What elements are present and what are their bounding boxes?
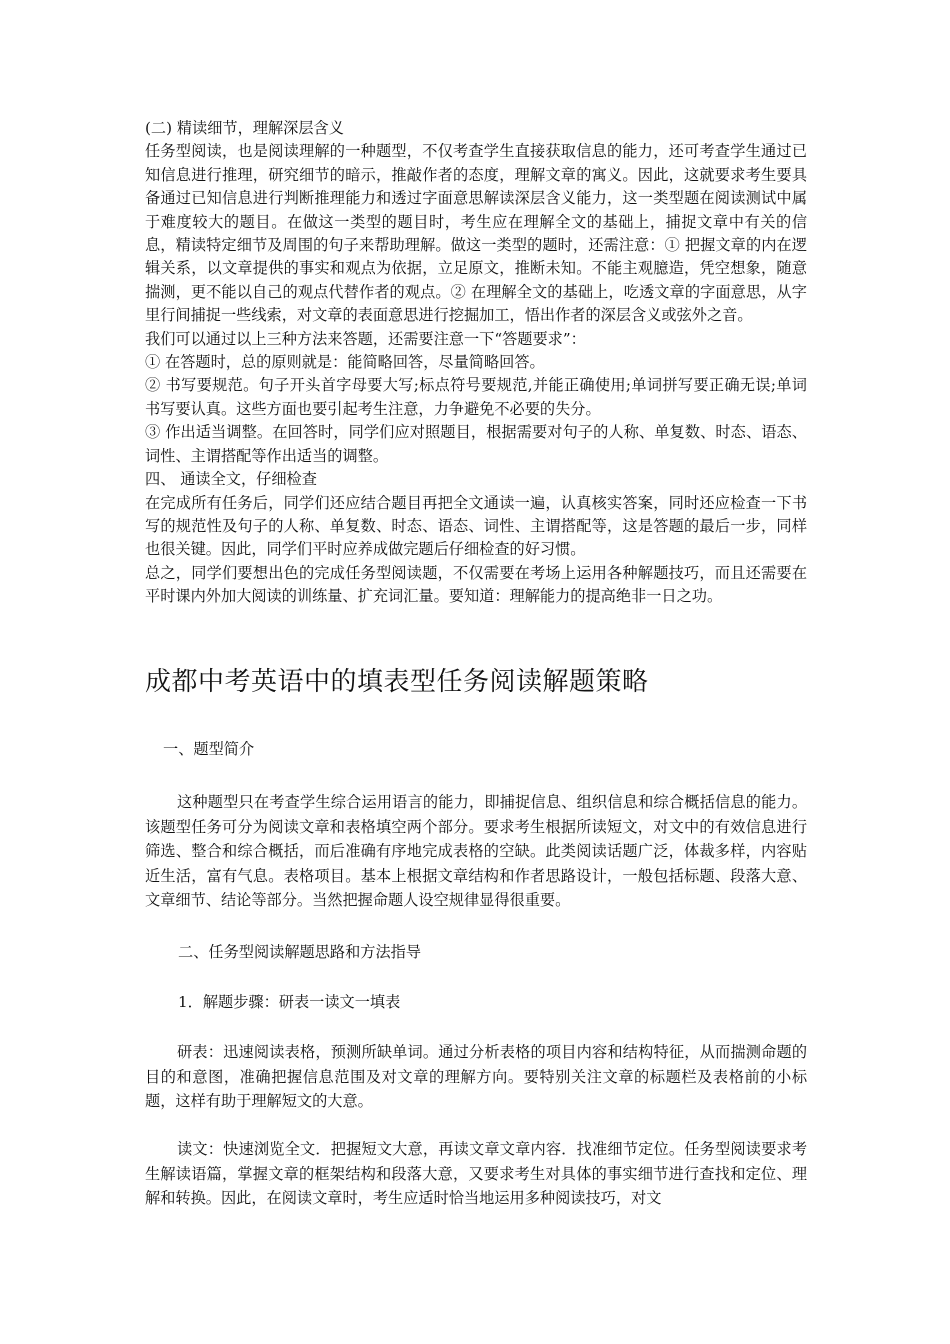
sub-heading: (二) 精读细节，理解深层含义: [145, 119, 344, 137]
requirement-item: ① 在答题时，总的原则就是：能简略回答，尽量简略回答。: [145, 353, 545, 372]
paragraph: 总之，同学们要想出色的完成任务型阅读题，不仅需要在考场上运用各种解题技巧，而且还需要在平时课内外加大阅读的训练量、扩充词汇量。要知道：理解能力的提高绝非一日之功。: [145, 563, 807, 606]
paragraph: 读文：快速浏览全文．把握短文大意，再读文章文章内容．找准细节定位。任务型阅读要求考生解读语篇，掌握文章的框架结构和段落大意，又要求考生对具体的事实细节进行查找和定位、理解和转换。因此，在阅读文章时，考生应适时恰当地运用多种阅读技巧，对文: [145, 1140, 807, 1208]
section-heading: 二、任务型阅读解题思路和方法指导: [178, 943, 421, 961]
paragraph: 任务型阅读，也是阅读理解的一种题型，不仅考查学生直接获取信息的能力，还可考查学生通过已知信息进行推理，研究细节的暗示，推敲作者的态度，理解文章的寓义。因此，这就要求考生要具备通过已知信息进行判断推理能力和透过字面意思解读深层含义能力，这一类型题在阅读测试中属于难度较大的题目。在做这一类型的题目时，考生应在理解全文的基础上，捕捉文章中有关的信息，精读特定细节及周围的句子来帮助理解。做这一类型的题时，还需注意：① 把握文章的内在逻辑关系，以文章提供的事实和观点为依据，立足原文，推断未知。不能主观臆造，凭空想象，随意揣测，更不能以自己的观点代替作者的观点。② 在理解全文的基础上，吃透文章的字面意思，从字里行间捕捉一些线索，对文章的表面意思进行挖掘加工，悟出作者的深层含义或弦外之音。: [145, 142, 807, 325]
paragraph: 研表：迅速阅读表格，预测所缺单词。通过分析表格的项目内容和结构特征，从而揣测命题的目的和意图，准确把握信息范围及对文章的理解方向。要特别关注文章的标题栏及表格前的小标题，这样有助于理解短文的大意。: [145, 1043, 807, 1111]
section-heading: 一、题型简介: [163, 740, 255, 758]
requirement-item: ② 书写要规范。句子开头首字母要大写;标点符号要规范,并能正确使用;单词拼写要正确无误;单词书写要认真。这些方面也要引起考生注意，力争避免不必要的失分。: [145, 376, 807, 418]
paragraph: 在完成所有任务后，同学们还应结合题目再把全文通读一遍，认真核实答案，同时还应检查一下书写的规范性及句子的人称、单复数、时态、语态、词性、主谓搭配等，这是答题的最后一步，同样也很关键。因此，同学们平时应养成做完题后仔细检查的好习惯。: [145, 493, 807, 559]
paragraph: 这种题型只在考查学生综合运用语言的能力，即捕捉信息、组织信息和综合概括信息的能力。该题型任务可分为阅读文章和表格填空两个部分。要求考生根据所读短文，对文中的有效信息进行筛选、整合和综合概括，而后准确有序地完成表格的空缺。此类阅读话题广泛，体裁多样，内容贴近生活，富有气息。表格项目。基本上根据文章结构和作者思路设计，一般包括标题、段落大意、文章细节、结论等部分。当然把握命题人设空规律显得很重要。: [145, 793, 807, 910]
upper-section: [145, 117, 807, 609]
step-heading: 1．解题步骤：研表一读文一填表: [178, 993, 401, 1011]
requirement-item: ③ 作出适当调整。在回答时，同学们应对照题目，根据需要对句子的人称、单复数、时态、语态、词性、主谓搭配等作出适当的调整。: [145, 423, 807, 465]
section-heading: 四、 通读全文，仔细检查: [145, 470, 317, 489]
paragraph: 我们可以通过以上三种方法来答题，还需要注意一下“答题要求”：: [145, 329, 586, 348]
article-title: 成都中考英语中的填表型任务阅读解题策略: [145, 667, 649, 697]
